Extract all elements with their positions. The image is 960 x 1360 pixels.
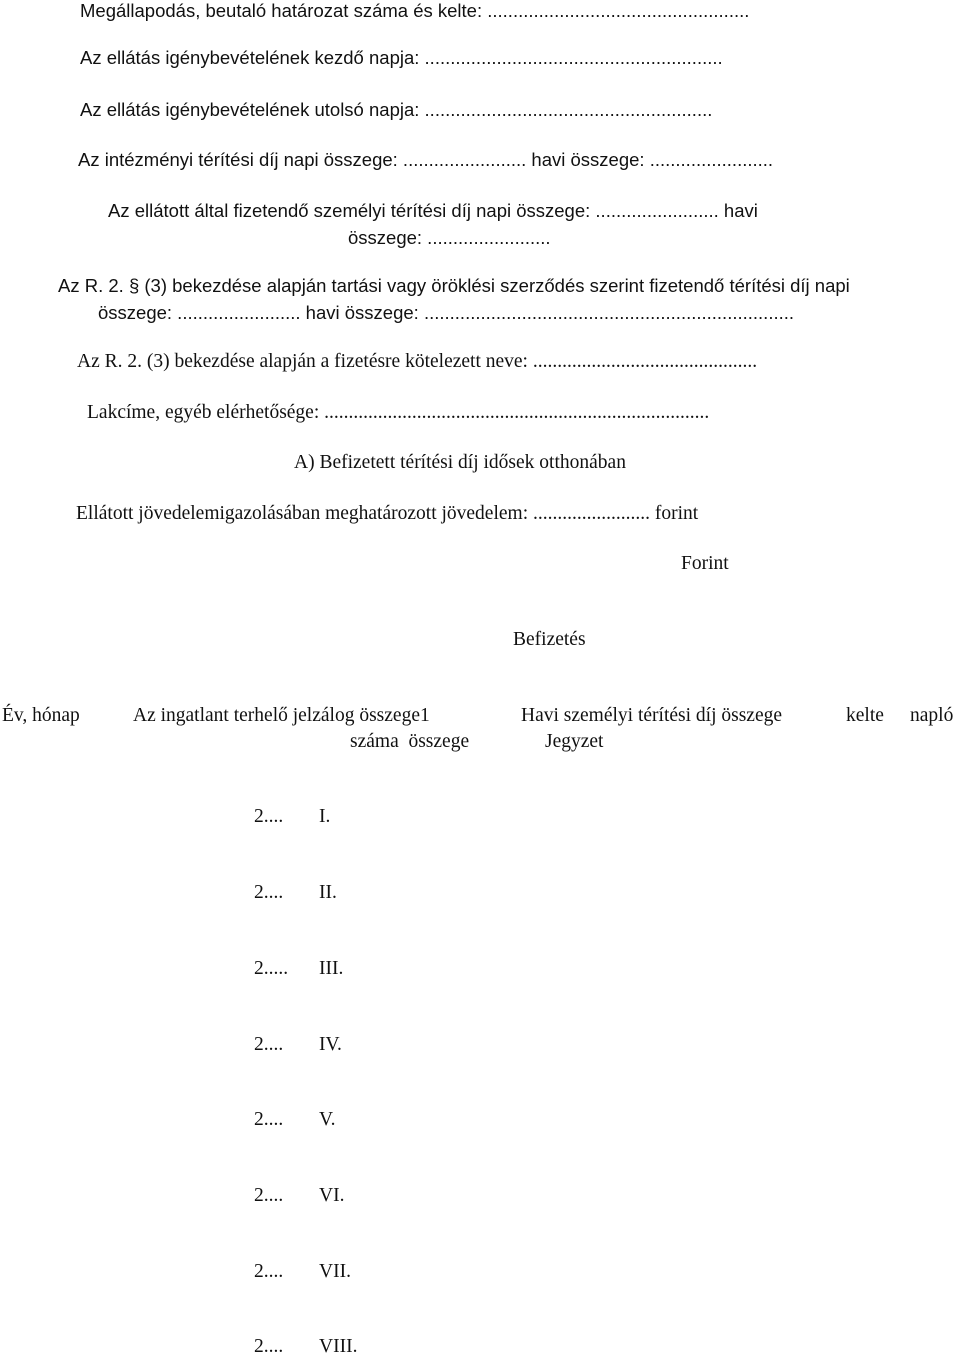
row-year: 2.... [254,806,284,827]
header-number-amount: száma összege [350,731,470,752]
row-year: 2.... [254,1185,284,1206]
obligor-name-line: Az R. 2. (3) bekezdése alapján a fizetésre kötelezett neve: .............................................. [77,351,758,372]
row-year: 2.... [254,1261,284,1282]
row-year: 2.... [254,1109,284,1130]
row-month: I. [319,806,331,827]
income-line: Ellátott jövedelemigazolásában meghatározott jövedelem: ........................ forint [76,503,699,524]
personal-fee-line-2: összege: ........................ [348,227,551,248]
header-year-month: Év, hónap [2,705,80,726]
header-monthly-fee: Havi személyi térítési díj összege [521,705,783,726]
contract-fee-line-2: összege: ........................ havi összege: ........................................................................ [98,302,795,323]
row-month: VI. [319,1185,345,1206]
row-month: III. [319,958,344,979]
row-month: II. [319,882,337,903]
row-month: V. [319,1109,336,1130]
start-date-line: Az ellátás igénybevételének kezdő napja: .......................................................... [80,47,723,68]
row-year: 2..... [254,958,289,979]
agreement-line: Megállapodás, beutaló határozat száma és kelte: ................................................... [80,0,750,21]
end-date-line: Az ellátás igénybevételének utolsó napja: ........................................................ [80,99,713,120]
contract-fee-line-1: Az R. 2. § (3) bekezdése alapján tartási vagy öröklési szerződés szerint fizetendő térítési díj napi [58,275,850,296]
row-year: 2.... [254,1336,284,1357]
row-month: VIII. [319,1336,358,1357]
personal-fee-line-1: Az ellátott által fizetendő személyi térítési díj napi összege: ........................ havi [108,200,758,221]
payment-heading: Befizetés [513,629,586,650]
section-title: A) Befizetett térítési díj idősek otthonában [294,452,626,473]
row-year: 2.... [254,882,284,903]
row-month: IV. [319,1034,342,1055]
header-date: kelte [846,705,884,726]
header-notary: Jegyzet [545,731,604,752]
row-month: VII. [319,1261,351,1282]
address-line: Lakcíme, egyéb elérhetősége: ............................................................................... [87,402,710,423]
row-year: 2.... [254,1034,284,1055]
institutional-fee-line: Az intézményi térítési díj napi összege: ........................ havi összege: ........................ [78,149,774,170]
header-journal: napló [910,705,954,726]
header-mortgage: Az ingatlant terhelő jelzálog összege1 [133,705,430,726]
forint-heading: Forint [681,553,729,574]
